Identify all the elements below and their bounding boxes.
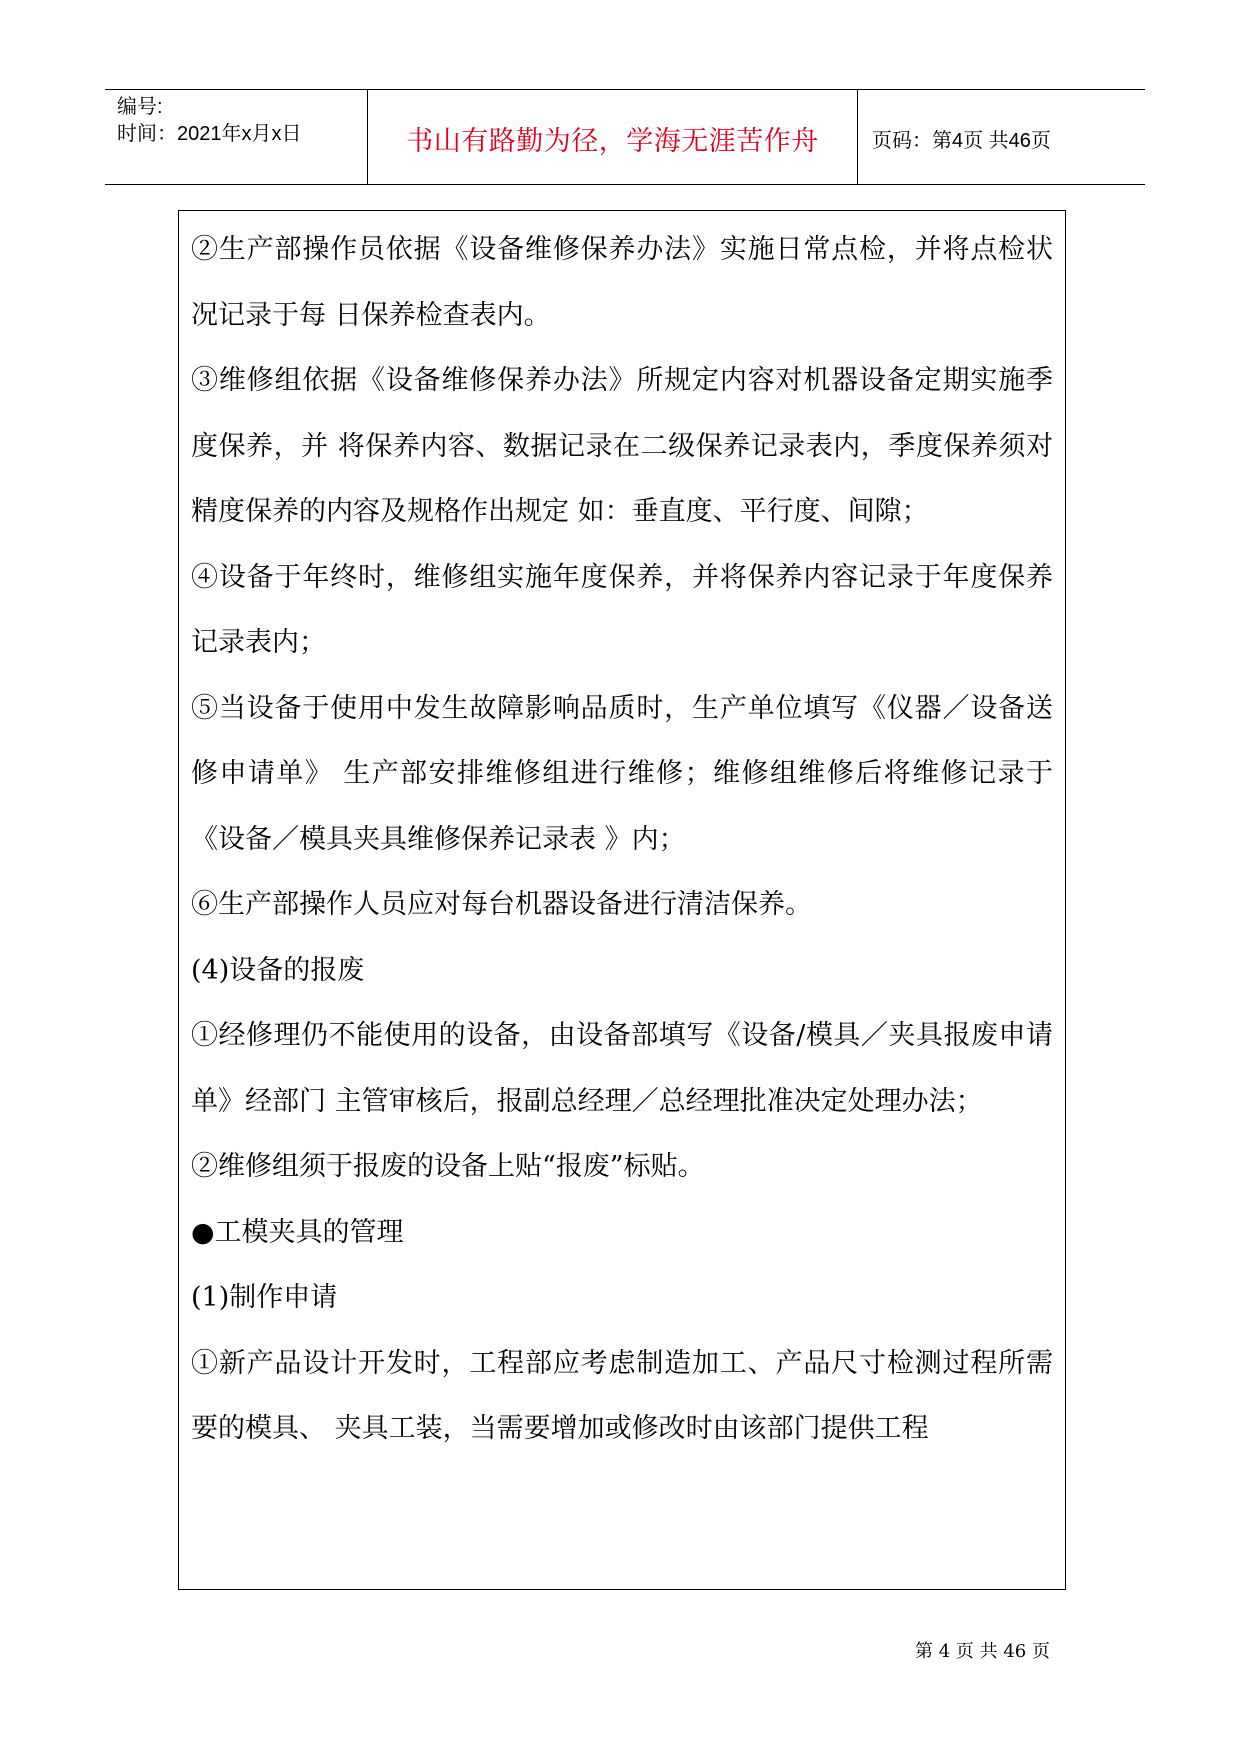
header-motto: 书山有路勤为径，学海无涯苦作舟 [368, 90, 858, 184]
header-page-info: 页码：第4页 共46页 [872, 129, 1051, 152]
paragraph: ②生产部操作员依据《设备维修保养办法》实施日常点检，并将点检状况记录于每 日保养检查表内。 [191, 234, 1053, 331]
paragraph: ①经修理仍不能使用的设备，由设备部填写《设备/模具／夹具报废申请单》经部门 主管审核后，报副总经理／总经理批准决定处理办法； [191, 1020, 1053, 1117]
header-left-cell [105, 90, 368, 184]
paragraph: ①新产品设计开发时，工程部应考虑制造加工、产品尺寸检测过程所需要的模具、 夹具工装，当需要增加或修改时由该部门提供工程 [191, 1347, 1053, 1444]
section-heading: (4)设备的报废 [191, 954, 365, 986]
paragraph: ⑤当设备于使用中发生故障影响品质时，生产单位填写《仪器／设备送修申请单》 生产部安排维修组进行维修；维修组维修后将维修记录于《设备／模具夹具维修保养记录表 》内； [191, 692, 1053, 855]
serial-number-label: 编号: [117, 96, 163, 118]
time-label: 时间：2021年x月x日 [117, 123, 302, 145]
content-box [178, 210, 1066, 1590]
paragraph: ③维修组依据《设备维修保养办法》所规定内容对机器设备定期实施季度保养，并 将保养内容、数据记录在二级保养记录表内，季度保养须对精度保养的内容及规格作出规定 如：垂直度、平行度、间隙； [191, 365, 1053, 527]
section-heading: (1)制作申请 [191, 1282, 338, 1313]
paragraph: ④设备于年终时，维修组实施年度保养，并将保养内容记录于年度保养记录表内； [191, 561, 1053, 658]
section-heading: ●工模夹具的管理 [191, 1216, 404, 1248]
paragraph: ⑥生产部操作人员应对每台机器设备进行清洁保养。 [191, 889, 812, 920]
page-header [105, 89, 1145, 185]
page-footer: 第 4 页 共 46 页 [915, 1641, 1050, 1662]
paragraph: ②维修组须于报废的设备上贴“报废”标贴。 [191, 1151, 705, 1182]
